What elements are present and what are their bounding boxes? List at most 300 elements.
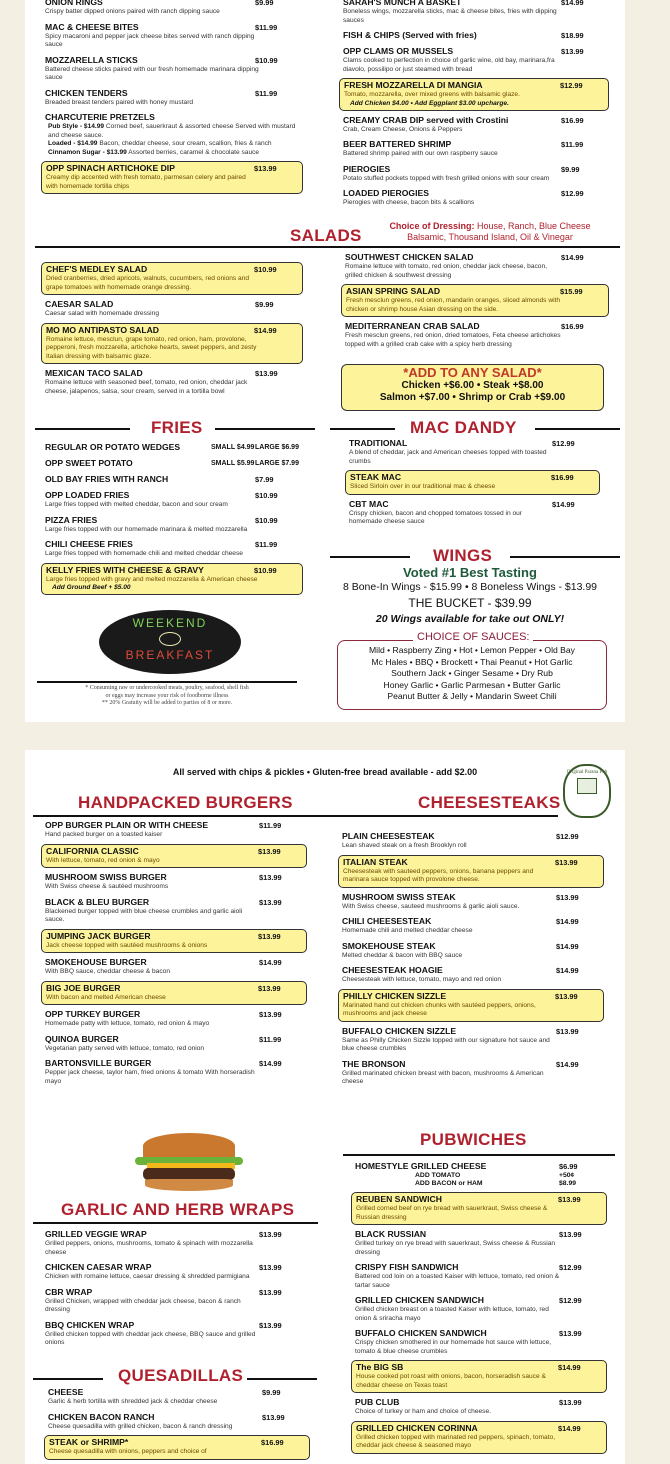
item-description: Fresh mesclun greens, red onion, dried tomatoes, Feta cheese artichokes topped with a grilled crab cake with a spicy herb dressing: [345, 332, 561, 348]
item-description: Same as Philly Chicken Sizzle topped with our signature hot sauce and blue cheese crumbles: [342, 1036, 550, 1052]
dressing-line-1: House, Ranch, Blue Cheese: [476, 221, 591, 231]
item-header: [342, 1026, 600, 1037]
item-price: $14.99: [556, 941, 579, 951]
item-header: [349, 438, 596, 449]
item-description: Homemade chili and melted cheddar cheese: [342, 927, 473, 934]
item-name: BIG JOE BURGER: [46, 982, 121, 993]
item-header: [355, 1295, 603, 1306]
salads-left: [41, 262, 303, 400]
logo-breakfast-text: BREAKFAST: [125, 648, 215, 662]
menu-item: [41, 441, 303, 454]
divider: [33, 815, 558, 817]
item-description: Creamy dip accented with fresh tomato, parmesan celery and paired with homemade tortilla chips: [46, 174, 246, 190]
menu-item: [41, 21, 303, 51]
item-price: $13.99: [555, 991, 578, 1001]
item-description: Fresh mesclun greens, red onion, mandarin oranges, sliced almonds with chicken or shrimp house Asian dressing on the side.: [346, 297, 561, 313]
menu-item: [41, 111, 303, 158]
menu-item: [41, 1228, 307, 1258]
addon-price: +50¢: [559, 1172, 575, 1179]
item-price: $14.99: [254, 325, 277, 335]
item-header: [45, 957, 303, 968]
item-name: PIZZA FRIES: [45, 514, 98, 525]
menu-item: [41, 844, 307, 869]
item-price: $18.99: [561, 31, 584, 40]
menu-item: [339, 45, 609, 75]
item-description: Grilled Chicken, wrapped with cheddar jack cheese, bacon & ranch dressing: [45, 1297, 241, 1313]
item-price: $14.99: [552, 499, 575, 509]
item-description: Pepper jack cheese, taylor ham, fried onions & tomato With horseradish mayo: [45, 1069, 255, 1085]
fries-title: FRIES: [151, 418, 203, 437]
menu-item: [351, 1160, 607, 1189]
wings-title: WINGS: [433, 546, 493, 565]
item-price: $14.99: [259, 958, 282, 967]
item-price: $9.99: [262, 1388, 281, 1397]
item-header: [45, 1009, 303, 1020]
item-description: Crab, Cream Cheese, Onions & Peppers: [343, 125, 463, 133]
menu-item: [41, 871, 307, 893]
menu-page-2: [25, 750, 625, 1464]
item-description: Grilled marinated chicken breast with bacon, mushrooms & American cheese: [342, 1069, 544, 1085]
item-description: Grilled chicken topped with marinated red peppers, spinach, tomato, cheddar jack cheese & seasoned mayo: [356, 1433, 556, 1449]
item-name: CBT MAC: [349, 498, 389, 509]
item-description: Boneless wings, mozzarella sticks, mac & cheese bites, fries with dipping sauces: [343, 8, 557, 24]
item-name: OPP SPINACH ARTICHOKE DIP: [46, 163, 175, 173]
divider: [247, 1378, 317, 1380]
disclaimer-line: ** 20% Gratuity will be added to parties of 8 or more.: [101, 700, 233, 706]
menu-item: [351, 1261, 607, 1291]
item-price: $16.99: [261, 1438, 284, 1447]
wraps-list: [41, 1228, 307, 1352]
menu-item: [41, 473, 303, 486]
item-header: [355, 1328, 603, 1339]
add-to-salad-box: [341, 364, 604, 411]
item-header: [344, 80, 604, 91]
item-header: [45, 1320, 303, 1331]
item-price: $12.99: [552, 439, 575, 448]
item-header: [342, 965, 600, 976]
item-description: Grilled corned beef on rye bread with sauerkraut, Swiss cheese & Russian dressing: [356, 1205, 548, 1221]
item-price: $14.99: [561, 0, 584, 7]
dressing-choices: [365, 221, 615, 243]
item-header: [45, 55, 299, 66]
item-description: Large fries topped with melted cheddar, bacon and sour cream: [45, 501, 228, 508]
item-price: $9.99: [255, 0, 274, 7]
wings-section: [325, 565, 615, 626]
salads-right: [341, 251, 609, 353]
item-description: Choice of turkey or ham and choice of cheese.: [355, 1408, 491, 1415]
item-price: $9.99: [561, 164, 580, 174]
item-price: $14.99: [558, 1363, 581, 1372]
item-name: CHEESE: [48, 1387, 84, 1397]
menu-item: [41, 563, 303, 596]
item-price: $13.99: [259, 897, 282, 907]
item-description: Lean shaved steak on a fresh Brooklyn roll: [342, 842, 467, 849]
item-price: $16.99: [561, 322, 584, 331]
item-price: $13.99: [556, 1026, 579, 1036]
item-header: [45, 442, 299, 453]
item-price: $10.99: [255, 491, 278, 500]
item-description: Romaine lettuce, mesclun, grape tomato, red onion, ham, provolone, pepperoni, fresh mozzarella, artichoke hearts, sweet peppers, and zesty Italian dressing with balsamic glaze.: [46, 335, 257, 360]
menu-item: [345, 498, 600, 528]
cheesesteaks-title: CHEESESTEAKS: [418, 793, 561, 812]
item-description: Marinated hand cut chicken chunks with sautéed peppers, onions, mushrooms and jack cheese: [343, 1001, 536, 1017]
item-price: $13.99: [259, 1010, 282, 1019]
pubwiches-title: PUBWICHES: [420, 1130, 527, 1149]
divider: [510, 556, 620, 558]
item-description: Homemade patty with lettuce, tomato, red onion & mayo: [45, 1020, 210, 1027]
item-description: Grilled chicken topped with cheddar jack cheese, BBQ sauce and grilled onions: [45, 1330, 256, 1346]
item-header: [356, 1194, 602, 1205]
weekend-breakfast-logo: [99, 610, 241, 674]
item-description: Crispy chicken, bacon and chopped tomatoes tossed in our homemade cheese sauce: [349, 509, 523, 525]
item-price: $11.99: [255, 22, 278, 32]
item-header: [45, 539, 299, 550]
item-description: Grilled peppers, onions, mushrooms, tomato & spinach with mozzarella cheese: [45, 1240, 253, 1256]
item-header: [343, 188, 605, 199]
add-salad-title: *ADD TO ANY SALAD*: [403, 365, 542, 380]
item-name: SARAH'S MUNCH A BASKET: [343, 0, 462, 7]
item-header: [355, 1161, 603, 1172]
divider: [33, 1378, 103, 1380]
item-header: [355, 1229, 603, 1240]
wings-takeout: 20 Wings available for take out ONLY!: [375, 613, 565, 625]
option-description: Corned beef, sauerkraut & assorted cheese Served with mustard and cheese sauce.: [48, 123, 296, 139]
item-name: FISH & CHIPS (Served with fries): [343, 30, 477, 40]
item-price: $12.99: [559, 1263, 582, 1272]
item-price: $14.99: [259, 1059, 282, 1068]
item-price: $12.99: [559, 1296, 582, 1305]
item-header: [349, 499, 596, 510]
item-header: [45, 1229, 303, 1240]
item-addon: [415, 1172, 603, 1180]
item-name: CHICKEN CAESAR WRAP: [45, 1262, 152, 1272]
item-header: [343, 164, 605, 175]
item-name: CAESAR SALAD: [45, 299, 114, 309]
divider: [35, 428, 130, 430]
item-price-large: LARGE $6.99: [255, 444, 299, 451]
menu-item: [41, 514, 303, 536]
item-description: Potato stuffed pockets topped with fresh grilled onions with sour cream: [343, 174, 550, 182]
item-name: CHARCUTERIE PRETZELS: [45, 112, 155, 122]
item-price: SMALL $4.99: [211, 444, 255, 451]
option-description: Bacon, cheddar cheese, sour cream, scallion, fries & ranch: [99, 140, 272, 147]
item-header: [45, 0, 299, 8]
menu-item: [41, 896, 307, 926]
wraps-title: GARLIC AND HERB WRAPS: [61, 1200, 295, 1219]
item-name: OPP SWEET POTATO: [45, 458, 133, 468]
item-description: Cheese quesadilla with grilled chicken, bacon & ranch dressing: [48, 1422, 233, 1430]
item-name: BLACK & BLEU BURGER: [45, 896, 150, 907]
menu-item: [339, 29, 609, 42]
item-name: BUFFALO CHICKEN SANDWICH: [355, 1328, 487, 1338]
item-description: With Swiss cheese, sauteed mushrooms & garlic aioli sauce.: [342, 902, 520, 910]
item-price: $13.99: [262, 1412, 285, 1422]
item-description: Caesar salad with homemade dressing: [45, 310, 159, 317]
menu-item: [41, 54, 303, 84]
item-price: $14.99: [556, 917, 579, 926]
item-header: [45, 872, 303, 883]
item-price: $13.99: [255, 369, 278, 378]
item-description: Breaded breast tenders paired with honey mustard: [45, 98, 194, 106]
item-header: [343, 30, 605, 41]
item-header: [45, 299, 299, 310]
item-price: $11.99: [255, 540, 278, 549]
menu-item: [44, 1435, 310, 1460]
item-price: $15.99: [560, 287, 583, 296]
addon-price: $8.99: [559, 1180, 577, 1187]
item-description: Large fries topped with gravy and melted mozzarella & American cheese: [46, 575, 258, 583]
item-price: $11.99: [255, 88, 278, 98]
item-price: $11.99: [259, 1034, 282, 1044]
option-label: Cinnamon Sugar - $13.99: [48, 148, 127, 156]
item-name: CHEESESTEAK HOAGIE: [342, 965, 443, 975]
item-name: CALIFORNIA CLASSIC: [46, 845, 139, 856]
sauce-line: Honey Garlic • Garlic Parmesan • Butter Garlic: [383, 679, 561, 690]
divider: [215, 428, 315, 430]
item-name: MO MO ANTIPASTO SALAD: [46, 324, 159, 335]
item-header: [343, 991, 599, 1002]
item-price: $12.99: [560, 81, 583, 90]
dressing-label: Choice of Dressing:: [389, 221, 475, 231]
item-header: [343, 46, 605, 57]
item-name: KELLY FRIES WITH CHEESE & GRAVY: [46, 564, 204, 575]
dressing-line-2: Balsamic, Thousand Island, Oil & Vinegar: [407, 232, 573, 242]
menu-item: [41, 367, 303, 397]
divider: [343, 1154, 615, 1156]
menu-item: [351, 1294, 607, 1324]
item-price: $14.99: [556, 1059, 579, 1069]
option-description: Assorted berries, caramel & chocolate sauce: [128, 148, 260, 156]
item-header: [342, 941, 600, 952]
menu-item: [44, 1411, 310, 1433]
item-price: $16.99: [561, 115, 584, 125]
item-price: $10.99: [254, 565, 277, 575]
item-header: [356, 1362, 602, 1373]
item-header: [46, 931, 302, 942]
item-header: [46, 264, 298, 275]
item-header: [49, 1437, 305, 1448]
item-price: $12.99: [561, 189, 584, 198]
burgers-list: [41, 819, 307, 1090]
item-name: The BIG SB: [356, 1362, 404, 1372]
menu-item: [338, 940, 604, 962]
menu-item: [339, 138, 609, 160]
burgers-title: HANDPACKED BURGERS: [78, 793, 293, 812]
item-description: Battered shrimp paired with our own raspberry sauce: [343, 150, 498, 157]
item-header: [45, 1287, 303, 1298]
item-price: $13.99: [258, 931, 281, 941]
menu-item: [41, 1033, 307, 1055]
item-header: [356, 1423, 602, 1434]
item-price: $13.99: [559, 1398, 582, 1407]
logo-weekend-text: WEEKEND: [132, 616, 208, 630]
item-name: CHILI CHEESESTEAK: [342, 916, 432, 926]
item-price: $13.99: [259, 873, 282, 882]
item-description: Cheesesteak with sauteed peppers, onions, banana peppers and marinara sauce topped with provolone cheese.: [343, 867, 534, 883]
item-name: MUSHROOM SWISS BURGER: [45, 872, 167, 882]
item-description: Blackened burger topped with blue cheese crumbles and garlic aioli sauce.: [45, 907, 243, 923]
item-header: [46, 565, 298, 576]
option-label: Loaded - $14.99: [48, 140, 98, 147]
item-description: Hand packed burger on a toasted kaiser: [45, 831, 163, 838]
item-header: [343, 139, 605, 150]
menu-item: [351, 1360, 607, 1393]
menu-item: [44, 1386, 310, 1408]
item-price: $13.99: [254, 164, 277, 173]
item-description: Large fries topped with our homemade marinara & melted mozzarella: [45, 525, 248, 533]
appetizers-left: [41, 0, 303, 197]
item-header: [345, 321, 605, 332]
pub-logo: [563, 764, 611, 818]
menu-item: [341, 251, 609, 281]
item-price: $10.99: [255, 55, 278, 65]
item-price: $6.99: [559, 1162, 578, 1171]
item-name: CHILI CHEESE FRIES: [45, 539, 133, 549]
menu-item: [338, 1025, 604, 1055]
menu-item: [341, 284, 609, 317]
menu-item: [341, 320, 609, 350]
crest-icon: [577, 778, 597, 794]
item-price: $13.99: [555, 857, 578, 867]
menu-item: [339, 0, 609, 26]
item-price: $7.99: [255, 475, 274, 484]
item-header: [45, 458, 299, 469]
menu-item: [41, 298, 303, 320]
menu-item: [351, 1396, 607, 1418]
item-header: [355, 1397, 603, 1408]
item-name: STEAK MAC: [350, 472, 402, 482]
item-price: $13.99: [259, 1263, 282, 1272]
item-name: ITALIAN STEAK: [343, 856, 408, 867]
item-price: $13.99: [558, 1195, 581, 1204]
item-price: $13.99: [556, 892, 579, 902]
item-name: MUSHROOM SWISS STEAK: [342, 891, 456, 902]
sauces-title: CHOICE OF SAUCES:: [413, 632, 533, 644]
item-name: REGULAR OR POTATO WEDGES: [45, 442, 181, 452]
item-name: BLACK RUSSIAN: [355, 1229, 427, 1239]
item-price: $11.99: [561, 140, 584, 149]
item-price: $13.99: [258, 983, 281, 993]
item-header: [45, 368, 299, 379]
appetizers-right: [339, 0, 609, 212]
item-price: $13.99: [259, 1287, 282, 1297]
item-name: LOADED PIEROGIES: [343, 188, 429, 198]
item-description: Large fries topped with homemade chili and melted cheddar cheese: [45, 550, 243, 557]
mac-list: [345, 437, 600, 531]
menu-item: [351, 1228, 607, 1258]
item-price: $13.99: [259, 1230, 282, 1239]
menu-item: [41, 161, 303, 194]
item-name: JUMPING JACK BURGER: [46, 930, 151, 941]
menu-item: [339, 187, 609, 209]
item-name: GRILLED CHICKEN SANDWICH: [355, 1295, 484, 1305]
item-price: $9.99: [255, 300, 274, 309]
addon-label: ADD BACON or HAM: [415, 1180, 483, 1187]
menu-item: [339, 114, 609, 136]
item-name: MEDITERRANEAN CRAB SALAD: [345, 321, 480, 331]
item-price: $13.99: [559, 1329, 582, 1338]
item-price: $10.99: [254, 265, 277, 274]
item-header: [345, 252, 605, 263]
item-description: Sliced Sirloin over in our traditional mac & cheese: [350, 483, 496, 490]
item-name: GRILLED VEGGIE WRAP: [45, 1229, 147, 1239]
item-description: With lettuce, tomato, red onion & mayo: [46, 856, 160, 864]
item-header: [342, 892, 600, 903]
salads-title: SALADS: [290, 226, 362, 245]
menu-item: [338, 1058, 604, 1088]
item-description: Grilled chicken breast on a toasted Kaiser with lettuce, tomato, red onion & sriracha mayo: [355, 1306, 549, 1322]
item-name: SMOKEHOUSE STEAK: [342, 940, 436, 951]
item-header: [45, 1034, 303, 1045]
item-price: $13.99: [561, 47, 584, 56]
divider: [330, 556, 410, 558]
menu-item: [41, 956, 307, 978]
item-name: CHICKEN BACON RANCH: [48, 1411, 155, 1422]
item-description: Battered cheese sticks paired with our fresh homemade marinara dipping sauce: [45, 65, 259, 81]
item-header: [46, 846, 302, 857]
burger-image: [133, 1133, 245, 1193]
item-price: $13.99: [258, 846, 281, 856]
item-extra: Add Chicken $4.00 • Add Eggplant $3.00 upcharge.: [350, 99, 509, 107]
menu-item: [338, 855, 604, 888]
item-description: Cheese quesadilla with onions, peppers and choice of: [49, 1448, 207, 1455]
item-header: [46, 983, 302, 994]
item-addon: [415, 1180, 603, 1188]
menu-item: [338, 989, 604, 1022]
item-description: Spicy macaroni and pepper jack cheese bites served with ranch dipping sauce: [45, 32, 255, 48]
item-description: With Swiss cheese & sautéed mushrooms: [45, 883, 169, 890]
item-name: OLD BAY FRIES WITH RANCH: [45, 474, 169, 484]
menu-item: [41, 1008, 307, 1030]
menu-item: [351, 1192, 607, 1225]
disclaimer-line: or eggs may increase your risk of foodborne illness: [105, 692, 229, 699]
item-name: CHEF'S MEDLEY SALAD: [46, 264, 148, 274]
item-header: [45, 897, 303, 908]
item-option: [48, 149, 299, 158]
item-header: [45, 1058, 303, 1069]
menu-item: [345, 437, 600, 467]
item-price: $14.99: [558, 1423, 581, 1433]
menu-item: [41, 929, 307, 954]
item-price: $14.99: [556, 966, 579, 975]
menu-item: [41, 538, 303, 560]
item-description: Dried cranberries, dried apricots, walnuts, cucumbers, red onions and grape tomatoes with homemade orange dressing.: [46, 275, 250, 291]
item-price: $11.99: [259, 821, 282, 830]
item-name: BUFFALO CHICKEN SIZZLE: [342, 1025, 457, 1036]
item-name: MEXICAN TACO SALAD: [45, 368, 143, 378]
item-name: CBR WRAP: [45, 1286, 93, 1297]
item-price: $12.99: [556, 832, 579, 841]
item-description: Vegetarian patty served with lettuce, tomato, red onion: [45, 1044, 205, 1052]
menu-item: [41, 1057, 307, 1087]
item-name: THE BRONSON: [342, 1058, 406, 1069]
item-name: MAC & CHEESE BITES: [45, 21, 139, 32]
item-name: CREAMY CRAB DIP served with Crostini: [343, 114, 509, 125]
item-price-large: LARGE $7.99: [255, 460, 299, 467]
item-name: QUINOA BURGER: [45, 1033, 119, 1044]
add-salad-line-2: Salmon +$7.00 • Shrimp or Crab +$9.00: [379, 392, 566, 403]
quesadillas-title: QUESADILLAS: [118, 1366, 244, 1385]
menu-item: [41, 489, 303, 511]
divider: [535, 428, 620, 430]
logo-text: Original Parana Pub: [566, 770, 608, 775]
item-description: Chicken with romaine lettuce, caesar dressing & shredded parmigiana: [45, 1273, 250, 1280]
cheesesteaks-list: [338, 830, 604, 1091]
item-description: A blend of cheddar, jack and American cheeses topped with toasted crumbs: [349, 449, 547, 465]
item-header: [343, 115, 605, 126]
divider: [37, 681, 297, 683]
sauce-line: Southern Jack • Ginger Sesame • Dry Rub: [391, 668, 553, 679]
